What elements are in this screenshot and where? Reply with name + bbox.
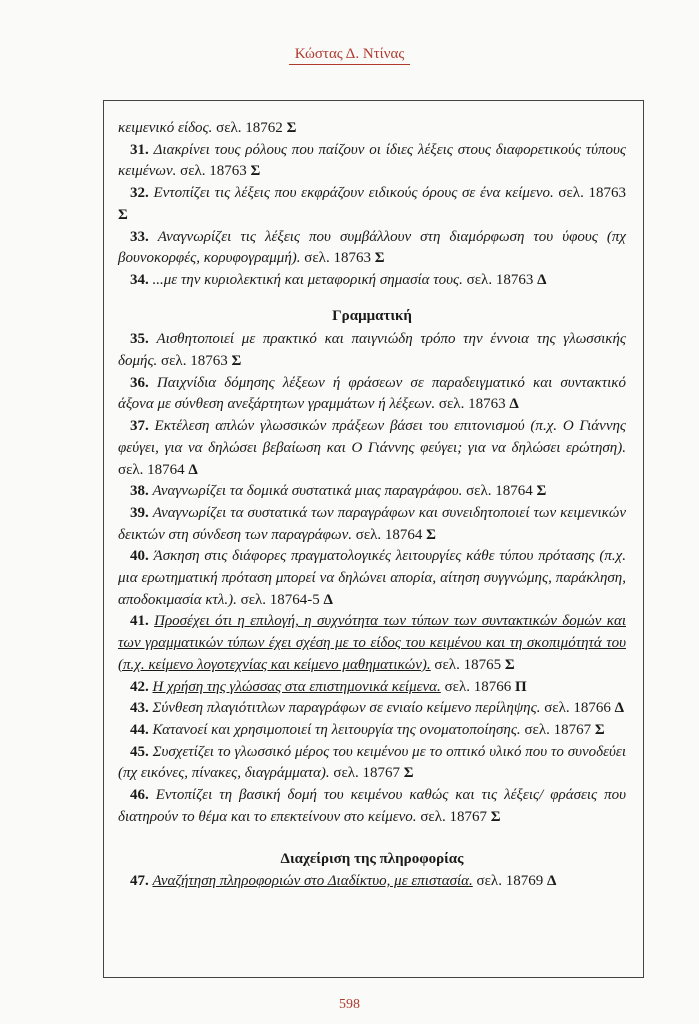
list-item: 43. Σύνθεση πλαγιότιτλων παραγράφων σε ενιαίο κείμενο περίληψης. σελ. 18766 Δ (130, 700, 625, 717)
list-item: 36. Παιχνίδια δόμησης λέξεων ή φράσεων σε παραδειγματικό και συντακτικό άξονα με σύνθεση ανεξάρτητων γραμμάτων ή λέξεων. σελ. 18763 Δ (118, 374, 626, 413)
list-item: 38. Αναγνωρίζει τα δομικά συστατικά μιας παραγράφου. σελ. 18764 Σ (130, 483, 547, 500)
list-item: 32. Εντοπίζει τις λέξεις που εκφράζουν ειδικούς όρους σε ένα κείμενο. σελ. 18763 Σ (118, 185, 627, 223)
list-item: 41. Προσέχει ότι η επιλογή, η συχνότητα των τύπων των συντακτικών δομών και των γραμματικών τύπων έχει σχέση με το είδος του κειμένου και τη σκοπιμότητά του (π.χ. κείμενο λογοτεχνίας και κείμενο μαθηματικών). σελ. 18765 Σ (118, 613, 626, 673)
list-item-continuation: κειμενικό είδος. σελ. 18762 Σ (118, 120, 297, 136)
document-body (118, 118, 626, 893)
list-item: 37. Εκτέλεση απλών γλωσσικών πράξεων βάσει του επιτονισμού (π.χ. Ο Γιάννης φεύγει, για να δηλώσει βεβαίωση και Ο Γιάννης φεύγει; για να δηλώσει ερώτηση). σελ. 18764 Δ (118, 418, 627, 478)
section-heading-grammar: Γραμματική (332, 307, 412, 324)
list-item: 47. Αναζήτηση πληροφοριών στο Διαδίκτυο, με επιστασία. σελ. 18769 Δ (130, 873, 557, 890)
page-number: 598 (339, 997, 360, 1012)
list-item: 45. Συσχετίζει το γλωσσικό μέρος του κειμένου με το οπτικό υλικό που το συνοδεύει (πχ εικόνες, πίνακες, διαγράμματα). σελ. 18767 Σ (118, 743, 626, 782)
list-item: 35. Αισθητοποιεί με πρακτικό και παιγνιώδη τρόπο την έννοια της γλωσσικής δομής. σελ. 18763 Σ (118, 331, 626, 370)
list-item: 42. Η χρήση της γλώσσας στα επιστημονικά κείμενα. σελ. 18766 Π (130, 678, 527, 695)
running-header (0, 46, 699, 65)
list-item: 40. Άσκηση στις διάφορες πραγματολογικές λειτουργίες κάθε τύπου πρότασης (π.χ. μια ερωτηματική πρόταση μπορεί να δηλώνει απορία, αίτηση συγγνώμης, παράκληση, αποδοκιμασία κτλ.). σελ. 18764-5 Δ (118, 548, 626, 608)
section-heading-information-management: Διαχείριση της πληροφορίας (280, 850, 464, 867)
list-item: 34. ...με την κυριολεκτική και μεταφορική σημασία τους. σελ. 18763 Δ (130, 271, 547, 288)
list-item: 31. Διακρίνει τους ρόλους που παίζουν οι ίδιες λέξεις στους διαφορετικούς τύπους κειμένων. σελ. 18763 Σ (118, 141, 627, 180)
list-item: 46. Εντοπίζει τη βασική δομή του κειμένου καθώς και τις λέξεις/ φράσεις που διατηρούν το θέμα και το επεκτείνουν στο κείμενο. σελ. 18767 Σ (118, 787, 626, 825)
list-item: 44. Κατανοεί και χρησιμοποιεί τη λειτουργία της ονοματοποίησης. σελ. 18767 Σ (130, 721, 605, 738)
author-name: Κώστας Δ. Ντίνας (289, 46, 411, 65)
list-item: 39. Αναγνωρίζει τα συστατικά των παραγράφων και συνειδητοποιεί των κειμενικών δεικτών στη σύνδεση των παραγράφων. σελ. 18764 Σ (118, 504, 627, 543)
list-item: 33. Αναγνωρίζει τις λέξεις που συμβάλλουν στη διαμόρφωση του ύφους (πχ βουνοκορφές, κορυφογραμμή). σελ. 18763 Σ (118, 228, 626, 267)
